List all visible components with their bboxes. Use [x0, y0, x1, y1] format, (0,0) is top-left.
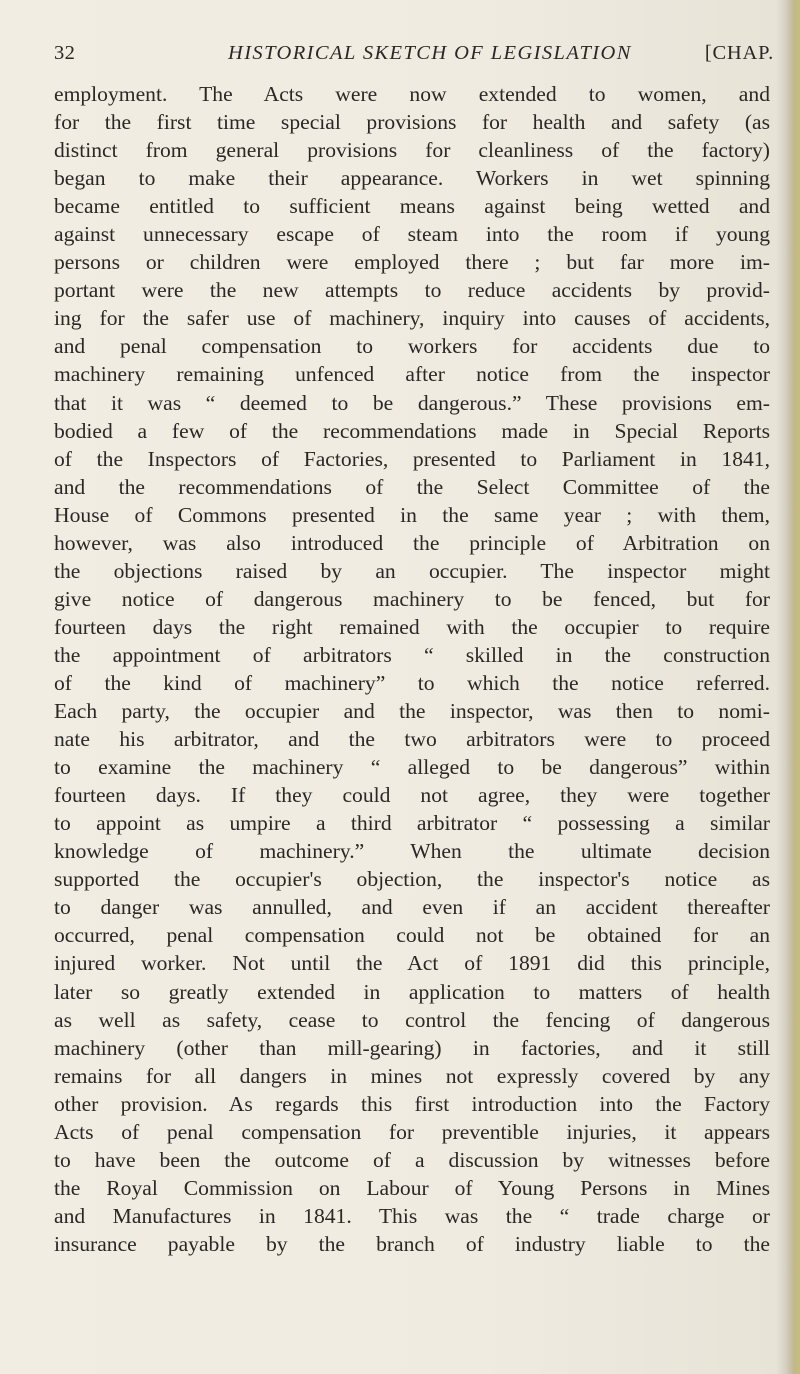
- text-line: remains for all dangers in mines not expressly covered by any: [54, 1063, 770, 1088]
- text-line: as well as safety, cease to control the fencing of dangerous: [54, 1007, 770, 1032]
- text-line: against unnecessary escape of steam into the room if young: [54, 222, 770, 247]
- running-header: [54, 42, 774, 78]
- text-line: that it was “ deemed to be dangerous.” These provisions em-: [54, 390, 770, 415]
- text-line: and Manufactures in 1841. This was the “ trade charge or: [54, 1203, 770, 1228]
- text-line: began to make their appearance. Workers in wet spinning: [54, 166, 770, 191]
- text-line: nate his arbitrator, and the two arbitrators were to proceed: [54, 727, 770, 752]
- text-line: insurance payable by the branch of industry liable to the: [54, 1231, 770, 1256]
- text-line: for the first time special provisions for health and safety (as: [54, 110, 770, 135]
- text-line: however, was also introduced the principle of Arbitration on: [54, 530, 770, 555]
- text-line: became entitled to sufficient means against being wetted and: [54, 194, 770, 219]
- text-line: ing for the safer use of machinery, inquiry into causes of accidents,: [54, 306, 770, 331]
- text-line: machinery (other than mill-gearing) in factories, and it still: [54, 1035, 770, 1060]
- text-line: Each party, the occupier and the inspector, was then to nomi-: [54, 699, 770, 724]
- text-line: occurred, penal compensation could not be obtained for an: [54, 923, 770, 948]
- text-line: and the recommendations of the Select Committee of the: [54, 474, 770, 499]
- text-line: of the kind of machinery” to which the notice referred.: [54, 670, 770, 695]
- text-line: knowledge of machinery.” When the ultimate decision: [54, 839, 770, 864]
- text-line: machinery remaining unfenced after notice from the inspector: [54, 362, 770, 387]
- page-number: 32: [54, 42, 76, 64]
- text-line: later so greatly extended in application to matters of health: [54, 979, 770, 1004]
- page-edge: [786, 0, 800, 1374]
- body-paragraph: [54, 80, 770, 1258]
- text-line: distinct from general provisions for cleanliness of the factory): [54, 138, 770, 163]
- text-line: House of Commons presented in the same year ; with them,: [54, 502, 770, 527]
- text-line: the objections raised by an occupier. The inspector might: [54, 558, 770, 583]
- text-line: to danger was annulled, and even if an accident thereafter: [54, 895, 770, 920]
- text-line: bodied a few of the recommendations made in Special Reports: [54, 418, 770, 443]
- text-line: injured worker. Not until the Act of 1891 did this principle,: [54, 951, 770, 976]
- chapter-label: [CHAP.: [704, 42, 774, 64]
- text-line: portant were the new attempts to reduce accidents by provid-: [54, 278, 770, 303]
- text-line: and penal compensation to workers for accidents due to: [54, 334, 770, 359]
- text-line: to have been the outcome of a discussion by witnesses before: [54, 1147, 770, 1172]
- text-line: supported the occupier's objection, the inspector's notice as: [54, 867, 770, 892]
- text-line: to examine the machinery “ alleged to be dangerous” within: [54, 755, 770, 780]
- text-line: employment. The Acts were now extended to women, and: [54, 82, 770, 106]
- text-line: of the Inspectors of Factories, presented to Parliament in 1841,: [54, 446, 770, 471]
- text-line: fourteen days the right remained with the occupier to require: [54, 614, 770, 639]
- text-line: the appointment of arbitrators “ skilled in the construction: [54, 642, 770, 667]
- text-line: fourteen days. If they could not agree, they were together: [54, 783, 770, 808]
- text-line: Acts of penal compensation for preventible injuries, it appears: [54, 1119, 770, 1144]
- running-title: HISTORICAL SKETCH OF LEGISLATION: [228, 42, 632, 64]
- text-line: other provision. As regards this first introduction into the Factory: [54, 1091, 770, 1116]
- text-line: give notice of dangerous machinery to be fenced, but for: [54, 586, 770, 611]
- text-line: to appoint as umpire a third arbitrator “ possessing a similar: [54, 811, 770, 836]
- text-line: persons or children were employed there ; but far more im-: [54, 250, 770, 275]
- text-line: the Royal Commission on Labour of Young Persons in Mines: [54, 1175, 770, 1200]
